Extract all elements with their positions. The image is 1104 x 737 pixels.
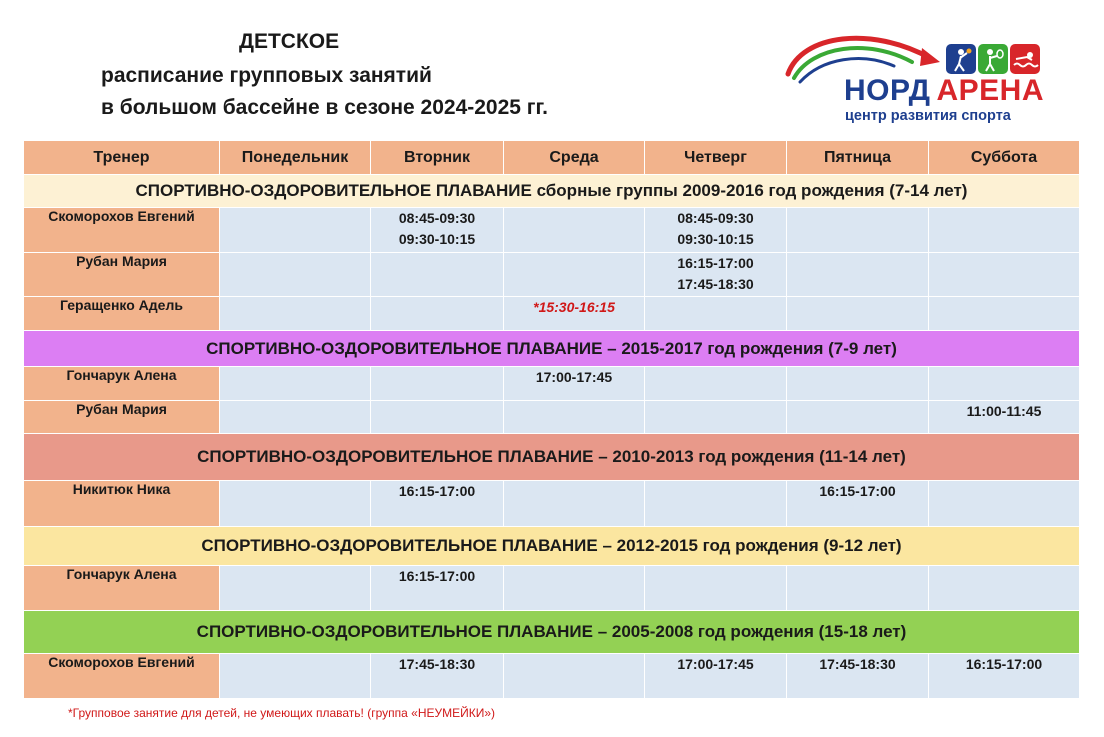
time-slot: 16:15-17:00 xyxy=(677,255,754,271)
header-monday: Понедельник xyxy=(220,141,371,175)
section-header-row xyxy=(24,331,1080,367)
cell-saturday xyxy=(929,481,1080,527)
cell-friday: 16:15-17:00 xyxy=(787,481,929,527)
cell-monday xyxy=(220,253,371,297)
time-slot: 08:45-09:30 xyxy=(677,210,754,226)
title-line-2: расписание групповых занятий xyxy=(101,64,432,87)
logo-brand-nord: НОРД xyxy=(844,74,931,107)
section-title: СПОРТИВНО-ОЗДОРОВИТЕЛЬНОЕ ПЛАВАНИЕ сборные группы 2009-2016 год рождения (7-14 лет) xyxy=(24,175,1080,208)
basketball-player-icon xyxy=(946,44,976,74)
cell-wednesday xyxy=(504,253,645,297)
cell-tuesday: 16:15-17:00 xyxy=(371,566,504,611)
table-row xyxy=(24,208,1080,253)
cell-wednesday xyxy=(504,208,645,253)
cell-monday xyxy=(220,654,371,699)
cell-monday xyxy=(220,367,371,401)
header-saturday: Суббота xyxy=(929,141,1080,175)
section-title: СПОРТИВНО-ОЗДОРОВИТЕЛЬНОЕ ПЛАВАНИЕ – 2010-2013 год рождения (11-14 лет) xyxy=(24,434,1080,481)
cell-friday xyxy=(787,367,929,401)
cell-monday xyxy=(220,566,371,611)
time-slot: 08:45-09:30 xyxy=(398,210,476,226)
cell-friday xyxy=(787,297,929,331)
table-row xyxy=(24,481,1080,527)
cell-saturday: 11:00-11:45 xyxy=(929,401,1080,434)
cell-thursday xyxy=(645,481,787,527)
cell-saturday xyxy=(929,367,1080,401)
footnote: *Групповое занятие для детей, не умеющих плавать! (группа «НЕУМЕЙКИ») xyxy=(68,706,496,720)
cell-thursday xyxy=(645,367,787,401)
section-title: СПОРТИВНО-ОЗДОРОВИТЕЛЬНОЕ ПЛАВАНИЕ – 2015-2017 год рождения (7-9 лет) xyxy=(24,331,1080,367)
section-header-row xyxy=(24,175,1080,208)
cell-tuesday xyxy=(371,401,504,434)
cell-wednesday xyxy=(504,297,645,331)
time-slot: 09:30-10:15 xyxy=(677,231,754,247)
logo-brand xyxy=(844,74,1044,108)
header-friday: Пятница xyxy=(787,141,929,175)
trainer-name: Геращенко Адель xyxy=(24,297,220,331)
time-slot: 17:45-18:30 xyxy=(677,276,754,292)
title-line-1: ДЕТСКОЕ xyxy=(239,30,340,53)
table-row xyxy=(24,566,1080,611)
header-row xyxy=(24,141,1080,175)
cell-friday xyxy=(787,253,929,297)
section-title: СПОРТИВНО-ОЗДОРОВИТЕЛЬНОЕ ПЛАВАНИЕ – 2005-2008 год рождения (15-18 лет) xyxy=(24,611,1080,654)
cell-thursday xyxy=(645,401,787,434)
cell-tuesday: 16:15-17:00 xyxy=(371,481,504,527)
time-slot-beginners: *15:30-16:15 xyxy=(533,299,615,315)
logo-subtitle: центр развития спорта xyxy=(845,108,1011,124)
cell-friday: 17:45-18:30 xyxy=(787,654,929,699)
time-slot: 09:30-10:15 xyxy=(398,231,476,247)
section-header-row xyxy=(24,434,1080,481)
logo-brand-arena: АРЕНА xyxy=(936,74,1045,107)
table-row xyxy=(24,654,1080,699)
swimmer-icon xyxy=(1010,44,1040,74)
cell-monday xyxy=(220,481,371,527)
cell-thursday: 17:00-17:45 xyxy=(645,654,787,699)
cell-tuesday xyxy=(371,367,504,401)
cell-saturday: 16:15-17:00 xyxy=(929,654,1080,699)
cell-wednesday xyxy=(504,401,645,434)
cell-thursday xyxy=(645,208,787,253)
cell-saturday xyxy=(929,253,1080,297)
cell-thursday xyxy=(645,297,787,331)
cell-thursday xyxy=(645,566,787,611)
schedule-table xyxy=(23,140,1080,699)
trainer-name: Гончарук Алена xyxy=(24,367,220,401)
cell-tuesday xyxy=(371,208,504,253)
cell-monday xyxy=(220,401,371,434)
cell-monday xyxy=(220,297,371,331)
cell-friday xyxy=(787,208,929,253)
cell-tuesday: 17:45-18:30 xyxy=(371,654,504,699)
header-wednesday: Среда xyxy=(504,141,645,175)
table-row xyxy=(24,401,1080,434)
cell-friday xyxy=(787,401,929,434)
trainer-name: Рубан Мария xyxy=(24,253,220,297)
header-tuesday: Вторник xyxy=(371,141,504,175)
cell-tuesday xyxy=(371,297,504,331)
trainer-name: Скоморохов Евгений xyxy=(24,654,220,699)
header-thursday: Четверг xyxy=(645,141,787,175)
cell-wednesday xyxy=(504,654,645,699)
cell-wednesday xyxy=(504,481,645,527)
nord-arena-logo xyxy=(782,28,1044,130)
cell-saturday xyxy=(929,297,1080,331)
trainer-name: Гончарук Алена xyxy=(24,566,220,611)
section-header-row xyxy=(24,611,1080,654)
cell-thursday xyxy=(645,253,787,297)
cell-saturday xyxy=(929,566,1080,611)
table-row xyxy=(24,367,1080,401)
section-title: СПОРТИВНО-ОЗДОРОВИТЕЛЬНОЕ ПЛАВАНИЕ – 2012-2015 год рождения (9-12 лет) xyxy=(24,527,1080,566)
trainer-name: Рубан Мария xyxy=(24,401,220,434)
cell-tuesday xyxy=(371,253,504,297)
section-header-row xyxy=(24,527,1080,566)
cell-friday xyxy=(787,566,929,611)
tennis-player-icon xyxy=(978,44,1008,74)
title-line-3: в большом бассейне в сезоне 2024-2025 гг. xyxy=(101,96,549,119)
cell-wednesday xyxy=(504,566,645,611)
table-row xyxy=(24,253,1080,297)
header-trainer: Тренер xyxy=(24,141,220,175)
cell-saturday xyxy=(929,208,1080,253)
trainer-name: Никитюк Ника xyxy=(24,481,220,527)
cell-monday xyxy=(220,208,371,253)
cell-wednesday: 17:00-17:45 xyxy=(504,367,645,401)
trainer-name: Скоморохов Евгений xyxy=(24,208,220,253)
table-row xyxy=(24,297,1080,331)
